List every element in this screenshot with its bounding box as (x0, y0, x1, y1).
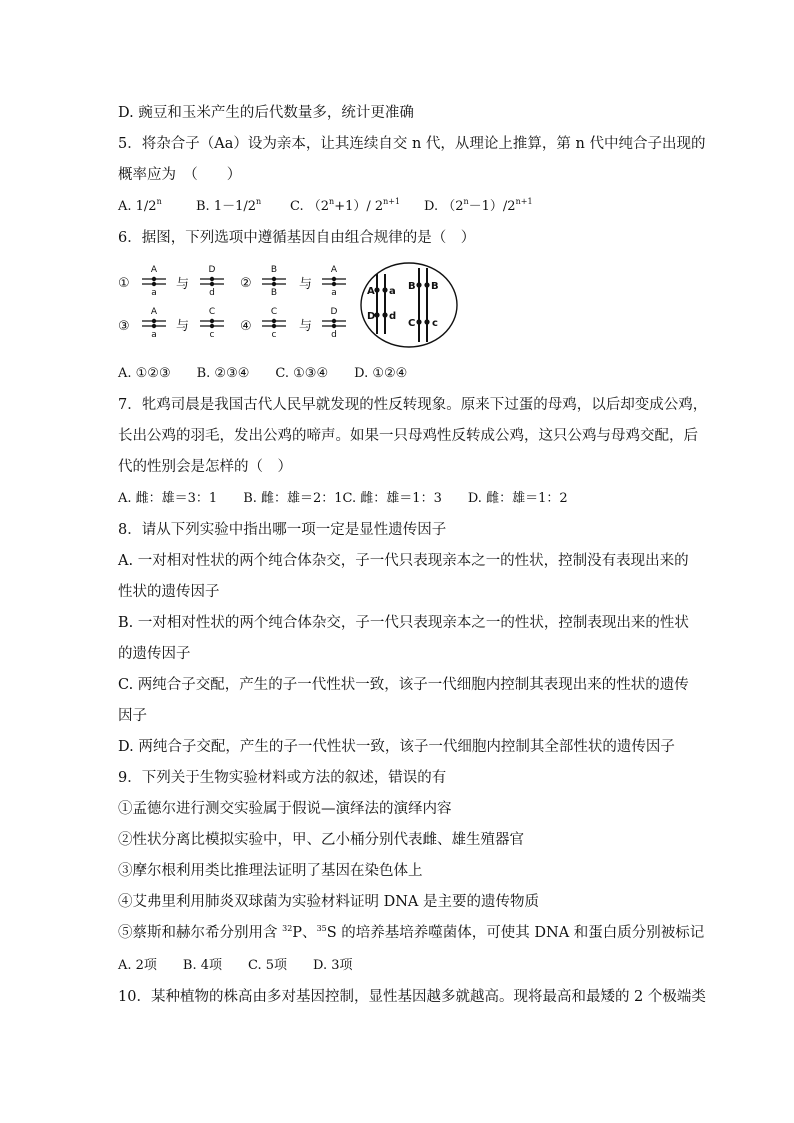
q8-option-a-line1: A. 一对相对性状的两个纯合体杂交，子一代只表现亲本之一的性状，控制没有表现出来的 (118, 553, 689, 569)
chromosome-pair-1b (200, 265, 224, 298)
q8-option-a-line2: 性状的遗传因子 (118, 584, 220, 600)
q5-option-d: D. $(2^n-1)/2^{n+1}$ (424, 197, 533, 214)
q5-options (118, 197, 533, 217)
svg-text:B: B (408, 281, 416, 292)
q9-item-1: ①孟德尔进行测交实验属于假说—演绎法的演绎内容 (118, 801, 452, 817)
chromosome-pair-2b (322, 265, 346, 298)
diagram-label-3: ③ (118, 319, 130, 334)
svg-text:D: D (330, 307, 338, 317)
diagram-yu-1: 与 (176, 277, 190, 292)
svg-text:d: d (389, 311, 397, 322)
cell-diagram (361, 263, 457, 347)
q6-gene-diagram (114, 258, 464, 358)
diagram-label-2: ② (240, 276, 252, 291)
q9-item-3: ③摩尔根利用类比推理法证明了基因在染色体上 (118, 863, 423, 879)
q5-option-b: B. $1-1/2^n$ (196, 197, 262, 214)
svg-text:D: D (367, 311, 376, 322)
q7-stem-line1: 7．牝鸡司晨是我国古代人民早就发现的性反转现象。原来下过蛋的母鸡，以后却变成公鸡， (118, 397, 708, 413)
chromosome-pair-3b (200, 307, 224, 340)
q6-options: A. ①②③ B. ②③④ C. ①③④ D. ①②④ (118, 366, 408, 381)
diagram-yu-2: 与 (299, 277, 313, 292)
q9-item-5: ⑤蔡斯和赫尔希分别用含 $^{32}$P、$^{35}$S 的培养基培养噬菌体，可使其 DNA 和蛋白质分别被标记 (118, 924, 705, 941)
chromosome-pair-3a (142, 307, 166, 340)
q7-stem-line3: 代的性别会是怎样的（ ） (118, 459, 292, 475)
svg-text:a: a (151, 288, 157, 298)
chromosome-pair-4a (262, 307, 286, 340)
svg-text:C: C (270, 307, 278, 317)
svg-text:A: A (330, 265, 338, 275)
q4-option-d: D. 豌豆和玉米产生的后代数量多，统计更准确 (118, 105, 414, 121)
chromosome-pair-1a (142, 265, 166, 298)
q10-stem-line1: 10．某种植物的株高由多对基因控制，显性基因越多就越高。现将最高和最矮的 2 个极端类 (118, 989, 706, 1005)
svg-text:C: C (208, 307, 216, 317)
svg-text:A: A (150, 265, 158, 275)
q9-item-4: ④艾弗里利用肺炎双球菌为实验材料证明 DNA 是主要的遗传物质 (118, 894, 540, 910)
svg-text:D: D (208, 265, 216, 275)
q8-option-b-line1: B. 一对相对性状的两个纯合体杂交，子一代只表现亲本之一的性状，控制表现出来的性状 (118, 615, 689, 631)
svg-text:c: c (432, 318, 438, 329)
q9-item-2: ②性状分离比模拟实验中，甲、乙小桶分别代表雌、雄生殖器官 (118, 832, 524, 848)
svg-text:B: B (431, 281, 439, 292)
svg-text:B: B (270, 288, 278, 298)
q8-option-b-line2: 的遗传因子 (118, 646, 191, 662)
q9-stem: 9．下列关于生物实验材料或方法的叙述，错误的有 (118, 770, 447, 786)
svg-text:c: c (271, 330, 277, 340)
q8-option-d: D. 两纯合子交配，产生的子一代性状一致，该子一代细胞内控制其全部性状的遗传因子 (118, 739, 675, 755)
svg-text:d: d (331, 330, 337, 340)
svg-text:A: A (367, 286, 375, 297)
q8-option-c-line1: C. 两纯合子交配，产生的子一代性状一致，该子一代细胞内控制其表现出来的性状的遗传 (118, 677, 689, 693)
diagram-yu-3: 与 (176, 319, 190, 334)
q7-stem-line2: 长出公鸡的羽毛，发出公鸡的啼声。如果一只母鸡性反转成公鸡，这只公鸡与母鸡交配，后 (118, 428, 698, 444)
diagram-label-1: ① (118, 276, 130, 291)
q5-option-a: A. 1/2$^n$ (118, 197, 162, 214)
svg-text:B: B (270, 265, 278, 275)
q6-stem: 6．据图，下列选项中遵循基因自由组合规律的是（ ） (118, 230, 476, 246)
svg-text:a: a (389, 286, 396, 297)
svg-text:a: a (331, 288, 337, 298)
svg-text:A: A (150, 307, 158, 317)
chromosome-pair-2a (262, 265, 286, 298)
q5-stem-line1: 5．将杂合子（Aa）设为亲本，让其连续自交 n 代，从理论上推算，第 n 代中纯合子出现的 (118, 136, 706, 152)
q7-options: A. 雌：雄＝3：1 B. 雌：雄＝2：1C. 雌：雄＝1：3 D. 雌：雄＝1：2 (118, 491, 568, 506)
diagram-label-4: ④ (240, 319, 252, 334)
q9-options: A. 2项 B. 4项 C. 5项 D. 3项 (118, 958, 353, 973)
chromosome-pair-4b (322, 307, 346, 340)
q5-option-c: C. $(2^n+1)/$ $2^{n+1}$ (290, 197, 401, 214)
q5-stem-line2: 概率应为 （ ） (118, 167, 242, 183)
q8-option-c-line2: 因子 (118, 708, 147, 724)
diagram-yu-4: 与 (299, 319, 313, 334)
svg-text:C: C (408, 318, 416, 329)
svg-text:a: a (151, 330, 157, 340)
q8-stem: 8．请从下列实验中指出哪一项一定是显性遗传因子 (118, 522, 447, 538)
svg-text:d: d (209, 288, 215, 298)
svg-text:c: c (209, 330, 215, 340)
